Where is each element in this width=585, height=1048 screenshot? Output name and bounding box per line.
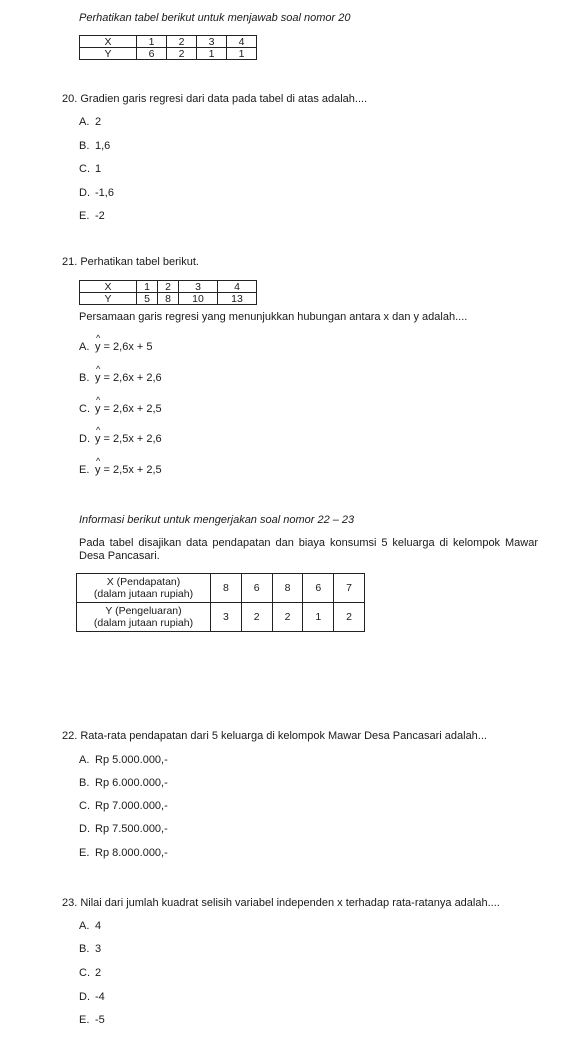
- table-cell: 2: [167, 48, 197, 60]
- row-header-line: X (Pendapatan): [106, 576, 181, 588]
- row-header-line: Y (Pengeluaran): [105, 605, 182, 617]
- row-header: [77, 574, 211, 603]
- table-cell: 1: [197, 48, 227, 60]
- table-cell: 3: [211, 603, 242, 632]
- hat-symbol: ^: [96, 364, 101, 374]
- option-23-e[interactable]: [79, 1014, 105, 1026]
- option-20-c[interactable]: [79, 163, 101, 175]
- option-text: -1,6: [95, 187, 114, 199]
- row-header-line: (dalam jutaan rupiah): [93, 617, 194, 629]
- table-cell: 3: [179, 281, 218, 293]
- option-text: 1,6: [95, 140, 111, 152]
- option-label: A.: [79, 754, 90, 766]
- option-label: E.: [79, 847, 90, 859]
- option-text: Rp 8.000.000,-: [95, 847, 168, 859]
- table-cell: 6: [137, 48, 167, 60]
- option-21-c[interactable]: [79, 403, 162, 415]
- option-22-d[interactable]: [79, 823, 168, 835]
- option-text: Rp 5.000.000,-: [95, 754, 168, 766]
- table-cell: Y: [80, 48, 137, 60]
- option-20-a[interactable]: [79, 116, 101, 128]
- option-label: D.: [79, 823, 90, 835]
- option-text: Rp 7.000.000,-: [95, 800, 168, 812]
- option-text: y = 2,5x + 2,5: [95, 464, 162, 476]
- option-label: A.: [79, 341, 90, 353]
- table-cell: 4: [227, 36, 257, 48]
- option-text: 4: [95, 920, 102, 932]
- question-21: 21. Perhatikan tabel berikut.: [62, 256, 199, 268]
- table-row: [80, 36, 257, 48]
- row-header-line: (dalam jutaan rupiah): [93, 588, 194, 600]
- table-row: [77, 574, 365, 603]
- table-row: [80, 293, 257, 305]
- question-20: 20. Gradien garis regresi dari data pada tabel di atas adalah....: [62, 93, 368, 105]
- hat-symbol: ^: [96, 395, 101, 405]
- option-label: D.: [79, 991, 90, 1003]
- option-text: -2: [95, 210, 105, 222]
- table-cell: 5: [137, 293, 158, 305]
- option-label: D.: [79, 187, 90, 199]
- option-text: y = 2,5x + 2,6: [95, 433, 162, 445]
- option-text: y = 2,6x + 5: [95, 341, 153, 353]
- hat-symbol: ^: [96, 456, 101, 466]
- row-header: [77, 603, 211, 632]
- option-21-a[interactable]: [79, 341, 152, 353]
- option-22-c[interactable]: [79, 800, 168, 812]
- option-text: -4: [95, 991, 105, 1003]
- option-21-b[interactable]: [79, 372, 162, 384]
- option-label: B.: [79, 943, 90, 955]
- table-row: [77, 603, 365, 632]
- option-text: y = 2,6x + 2,6: [95, 372, 162, 384]
- table-cell: 7: [334, 574, 365, 603]
- option-label: B.: [79, 140, 90, 152]
- table-row: [80, 48, 257, 60]
- table-cell: 3: [197, 36, 227, 48]
- option-text: 3: [95, 943, 102, 955]
- table-cell: 2: [241, 603, 272, 632]
- table-cell: X: [80, 281, 137, 293]
- option-label: C.: [79, 967, 90, 979]
- option-label: C.: [79, 163, 90, 175]
- prompt-21: Persamaan garis regresi yang menunjukkan hubungan antara x dan y adalah....: [79, 311, 468, 323]
- table-cell: Y: [80, 293, 137, 305]
- option-label: C.: [79, 800, 90, 812]
- option-label: B.: [79, 372, 90, 384]
- table-cell: 1: [137, 36, 167, 48]
- table-cell: 2: [272, 603, 303, 632]
- question-22: 22. Rata-rata pendapatan dari 5 keluarga di kelompok Mawar Desa Pancasari adalah...: [62, 730, 487, 742]
- table-cell: 6: [241, 574, 272, 603]
- table-q20: [79, 35, 257, 60]
- table-cell: 2: [158, 281, 179, 293]
- table-cell: 1: [303, 603, 334, 632]
- option-label: B.: [79, 777, 90, 789]
- table-cell: 1: [137, 281, 158, 293]
- option-20-b[interactable]: [79, 140, 110, 152]
- table-cell: 6: [303, 574, 334, 603]
- option-text: Rp 7.500.000,-: [95, 823, 168, 835]
- option-23-c[interactable]: [79, 967, 101, 979]
- option-23-a[interactable]: [79, 920, 101, 932]
- option-text: 2: [95, 116, 102, 128]
- option-text: y = 2,6x + 2,5: [95, 403, 162, 415]
- option-text: 2: [95, 967, 102, 979]
- option-text: 1: [95, 163, 102, 175]
- table-cell: 2: [334, 603, 365, 632]
- option-text: Rp 6.000.000,-: [95, 777, 168, 789]
- option-21-e[interactable]: [79, 464, 162, 476]
- table-cell: 8: [158, 293, 179, 305]
- table-cell: 10: [179, 293, 218, 305]
- option-label: D.: [79, 433, 90, 445]
- table-cell: 4: [218, 281, 257, 293]
- hat-symbol: ^: [96, 333, 101, 343]
- option-20-e[interactable]: [79, 210, 105, 222]
- info-title: Informasi berikut untuk mengerjakan soal nomor 22 – 23: [79, 514, 355, 526]
- option-label: E.: [79, 464, 90, 476]
- table-cell: X: [80, 36, 137, 48]
- table-cell: 2: [167, 36, 197, 48]
- table-cell: 8: [272, 574, 303, 603]
- intro-q20: Perhatikan tabel berikut untuk menjawab soal nomor 20: [79, 12, 351, 24]
- table-cell: 13: [218, 293, 257, 305]
- option-label: E.: [79, 210, 90, 222]
- option-label: E.: [79, 1014, 90, 1026]
- option-22-e[interactable]: [79, 847, 168, 859]
- option-23-b[interactable]: [79, 943, 101, 955]
- option-22-a[interactable]: [79, 754, 168, 766]
- option-22-b[interactable]: [79, 777, 168, 789]
- option-21-d[interactable]: [79, 433, 162, 445]
- table-q21: [79, 280, 257, 305]
- option-23-d[interactable]: [79, 991, 105, 1003]
- option-20-d[interactable]: [79, 187, 114, 199]
- option-label: A.: [79, 116, 90, 128]
- info-body: Pada tabel disajikan data pendapatan dan biaya konsumsi 5 keluarga di kelompok Mawar Desa Pancasari.: [79, 537, 538, 562]
- table-row: [80, 281, 257, 293]
- table-cell: 1: [227, 48, 257, 60]
- question-23: 23. Nilai dari jumlah kuadrat selisih variabel independen x terhadap rata-ratanya adalah....: [62, 897, 500, 909]
- option-label: A.: [79, 920, 90, 932]
- option-text: -5: [95, 1014, 105, 1026]
- table-income: [76, 573, 365, 632]
- option-label: C.: [79, 403, 90, 415]
- table-cell: 8: [211, 574, 242, 603]
- hat-symbol: ^: [96, 425, 101, 435]
